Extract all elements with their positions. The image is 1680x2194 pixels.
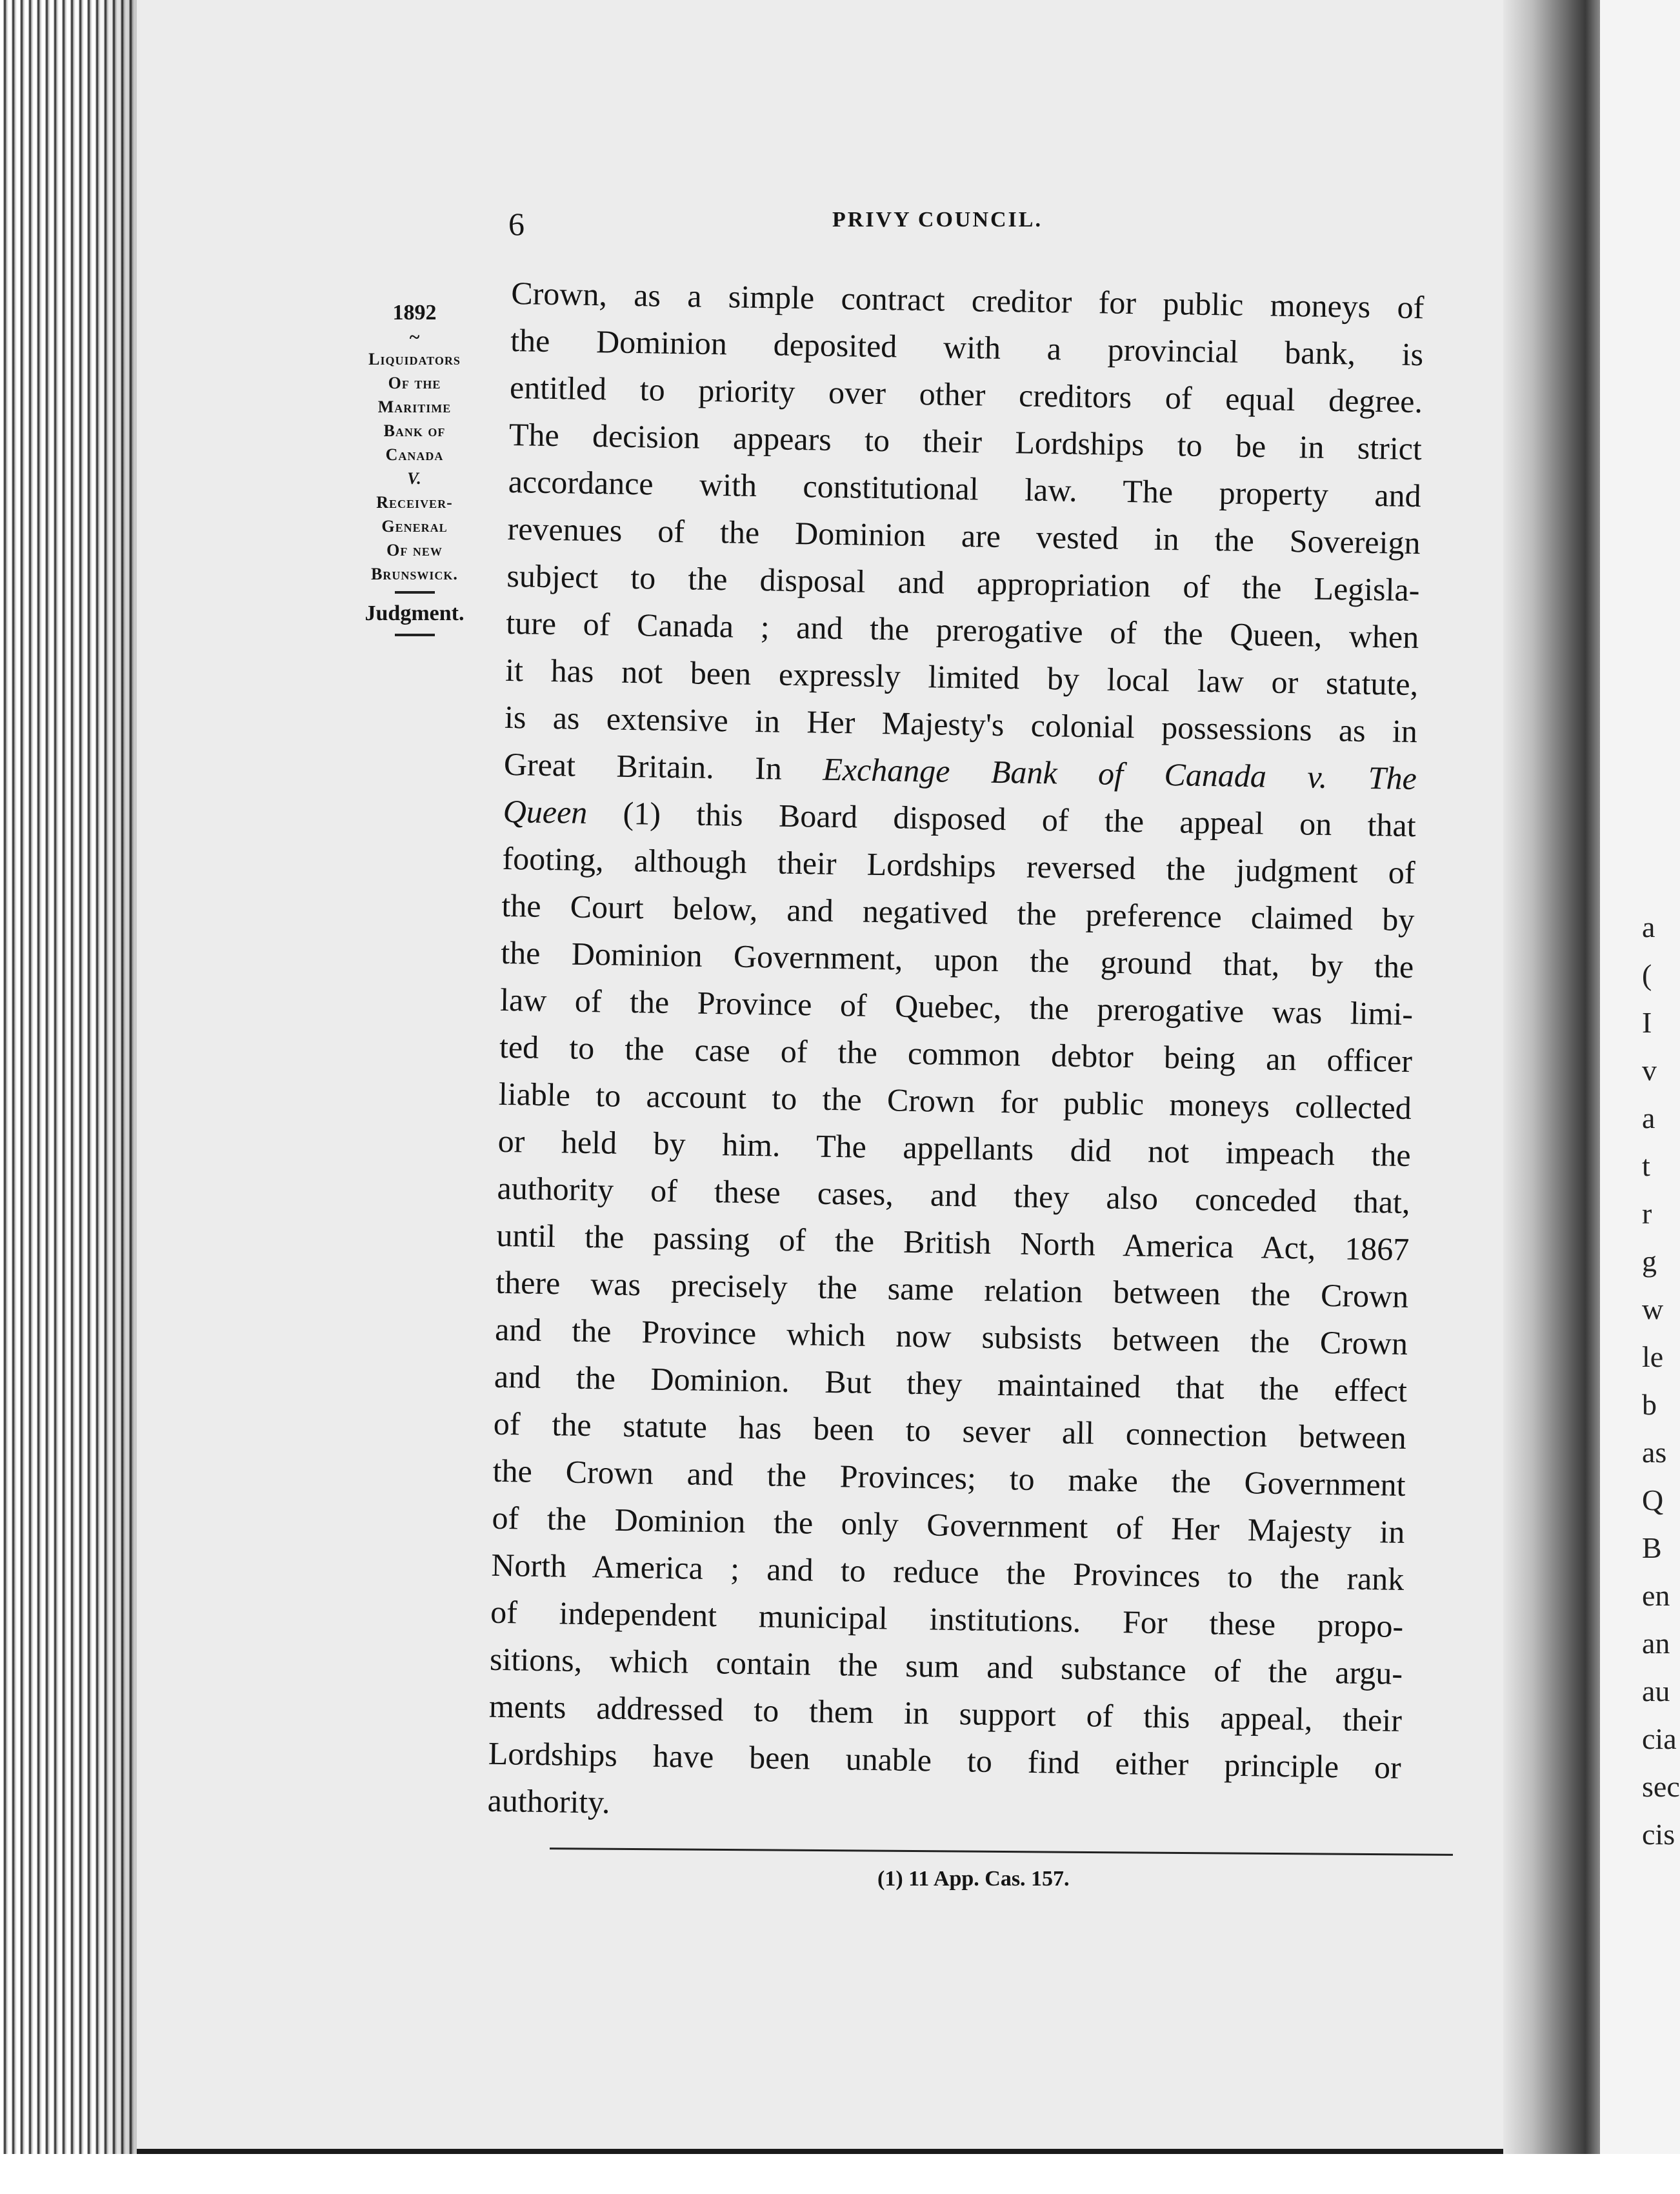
text-line: of the Dominion the only Government of Her Majesty in: [492, 1499, 1405, 1550]
text-line: sitions, which contain the sum and substance of the argu-: [489, 1640, 1403, 1691]
text-segment: Great Britain. In: [503, 745, 823, 787]
text-line: until the passing of the British North America Act, 1867: [496, 1216, 1410, 1268]
footnote: (1) 11 App. Cas. 157.: [877, 1867, 1070, 1891]
facing-page-text: [1642, 903, 1680, 1858]
text-line: The decision appears to their Lordships to be in strict: [508, 416, 1423, 467]
case-citation: Exchange Bank of Canada v. The: [822, 750, 1417, 797]
text-line: the Dominion Government, upon the ground that, by the: [500, 934, 1414, 985]
sidenote-case-line: Bank of: [383, 421, 446, 440]
running-title: PRIVY COUNCIL.: [832, 208, 1043, 232]
sidenote-case-line: Brunswick.: [371, 565, 458, 583]
edge-shadow: [97, 0, 142, 2194]
scan-margin: [0, 2154, 1680, 2194]
text-line: the Crown and the Provinces; to make the Government: [492, 1452, 1406, 1503]
text-line: subject to the disposal and appropriation of the Legisla-: [506, 557, 1420, 609]
text-line: revenues of the Dominion are vested in the Sovereign: [507, 510, 1421, 561]
text-line: North America ; and to reduce the Provinces to the rank: [491, 1546, 1405, 1597]
text-line: ments addressed to them in support of this appeal, their: [488, 1687, 1403, 1738]
facing-page-fragment: a: [1642, 911, 1655, 943]
text-line: ture of Canada ; and the prerogative of the Queen, when: [505, 604, 1419, 656]
facing-page-fragment: au: [1642, 1675, 1670, 1707]
facing-page-fragment: le: [1642, 1340, 1664, 1373]
sidenote-case-line: Liquidators: [368, 350, 461, 368]
facing-page-fragment: cia: [1642, 1722, 1677, 1755]
facing-page-fragment: cis: [1642, 1818, 1675, 1851]
facing-page-fragment: as: [1642, 1436, 1667, 1469]
text-line: and the Province which now subsists between the Crown: [494, 1311, 1408, 1362]
case-citation: Queen: [503, 792, 588, 830]
sidenote-case-line: Of the: [388, 374, 441, 392]
facing-page-fragment: an: [1642, 1627, 1670, 1660]
text-line: ted to the case of the common debtor being an officer: [499, 1028, 1413, 1080]
text-line: liable to account to the Crown for public moneys collected: [498, 1075, 1412, 1127]
text-line: or held by him. The appellants did not impeach the: [497, 1122, 1412, 1174]
facing-page-fragment: Q: [1642, 1484, 1664, 1516]
facing-page-fragment: en: [1642, 1579, 1670, 1612]
text-line: is as extensive in Her Majesty's colonial possessions as in: [504, 698, 1418, 750]
text-line: authority of these cases, and they also conceded that,: [497, 1169, 1410, 1221]
sidenote-case-line: Maritime: [377, 398, 452, 416]
sidenote-case-line: V.: [407, 469, 422, 488]
text-line: of the statute has been to sever all connection between: [493, 1405, 1407, 1456]
facing-page-fragment: a: [1642, 1102, 1655, 1134]
sidenote-rule: [395, 591, 435, 594]
sidenote-case-line: Canada: [385, 445, 444, 464]
text-line: the Dominion deposited with a provincial bank, is: [510, 321, 1424, 373]
facing-page-fragment: t: [1642, 1149, 1650, 1182]
facing-page-fragment: r: [1642, 1197, 1652, 1230]
facing-page-fragment: (: [1642, 958, 1652, 991]
sidenote-case-line: Receiver-: [376, 493, 453, 512]
text-line: law of the Province of Quebec, the prerogative was limi-: [499, 981, 1414, 1032]
text-line: of independent municipal institutions. For these propo-: [490, 1593, 1404, 1644]
text-line: the Court below, and negatived the preference claimed by: [501, 887, 1415, 938]
text-line: authority.: [487, 1782, 610, 1820]
sidenote-year: 1892: [392, 301, 437, 325]
margin-sidenote: [323, 298, 506, 641]
text-line: and the Dominion. But they maintained that the effect: [494, 1358, 1408, 1409]
sidenote-separator: ~: [409, 327, 420, 348]
book-gutter: [1503, 0, 1600, 2194]
facing-page-fragment: b: [1642, 1388, 1657, 1421]
facing-page-fragment: g: [1642, 1245, 1657, 1278]
text-line: accordance with constitutional law. The property and: [508, 463, 1422, 514]
text-line: footing, although their Lordships reversed the judgment of: [502, 840, 1415, 891]
sidenote-rule: [395, 634, 435, 636]
facing-page-fragment: I: [1642, 1006, 1652, 1039]
facing-page-fragment: v: [1642, 1054, 1657, 1087]
facing-page-fragment: B: [1642, 1531, 1662, 1564]
facing-page-fragment: w: [1642, 1293, 1664, 1325]
sidenote-case-line: General: [381, 517, 448, 536]
text-line: there was precisely the same relation between the Crown: [495, 1263, 1409, 1315]
text-line: it has not been expressly limited by local law or statute,: [505, 651, 1419, 703]
body-paragraph: [487, 270, 1425, 1838]
page-number: 6: [508, 206, 525, 242]
text-line: entitled to priority over other creditors of equal degree.: [509, 368, 1423, 420]
text-line: Crown, as a simple contract creditor for public moneys of: [510, 274, 1425, 326]
sidenote-section: Judgment.: [365, 601, 465, 625]
sidenote-case-line: Of new: [386, 541, 443, 559]
text-segment: (1) this Board disposed of the appeal on that: [586, 794, 1417, 844]
text-line: Lordships have been unable to find either principle or: [488, 1735, 1402, 1786]
facing-page-fragment: sec: [1642, 1770, 1680, 1803]
